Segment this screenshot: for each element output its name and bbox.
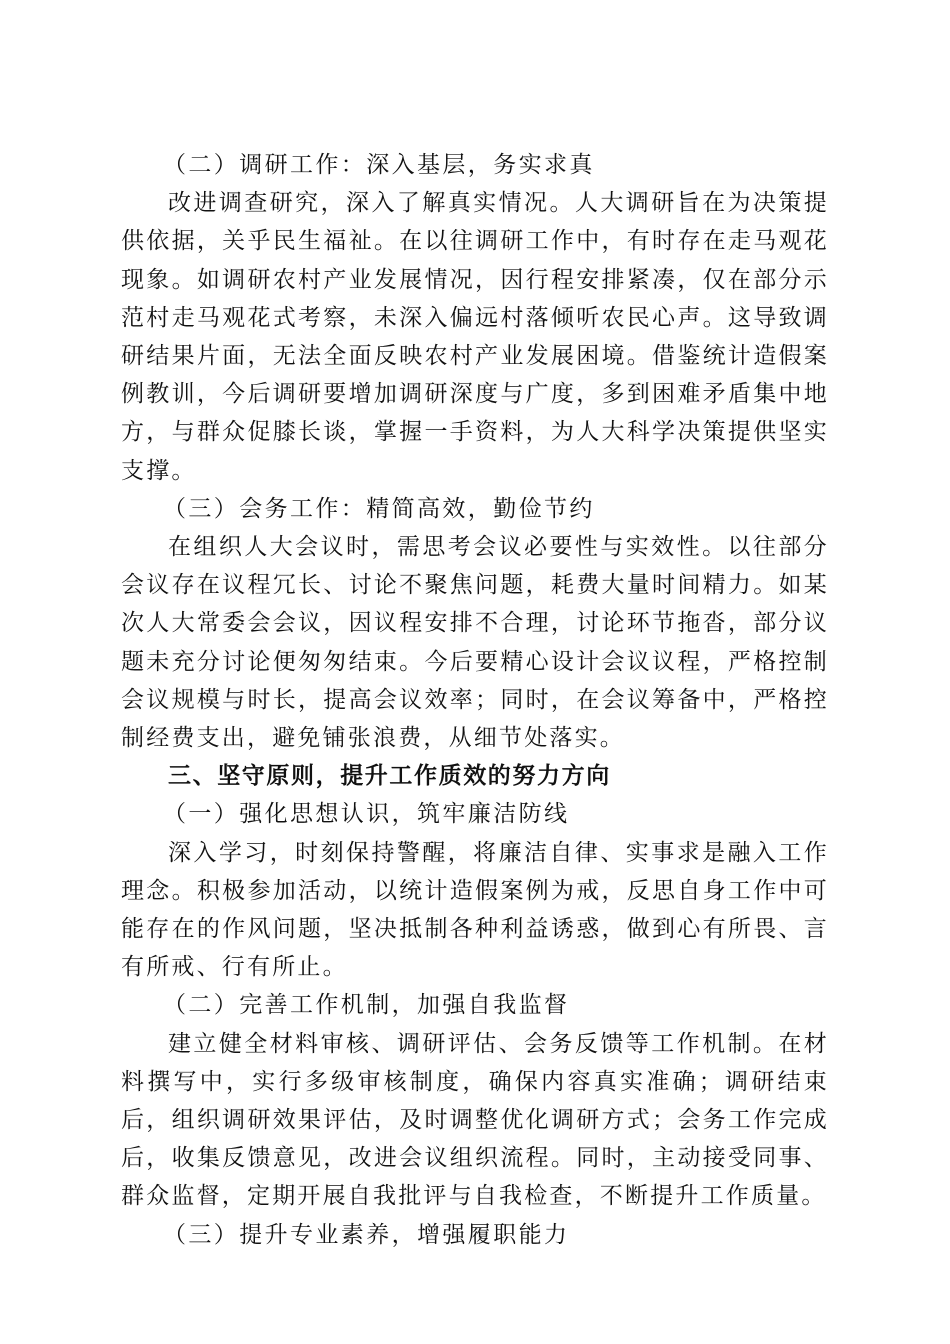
- paragraph-research: 改进调查研究，深入了解真实情况。人大调研旨在为决策提供依据，关乎民生福祉。在以往调研工作中，有时存在走马观花现象。如调研农村产业发展情况，因行程安排紧凑，仅在部分示范村走马观花式考察，未深入偏远村落倾听农民心声。这导致调研结果片面，无法全面反映农村产业发展困境。借鉴统计造假案例教训，今后调研要增加调研深度与广度，多到困难矛盾集中地方，与群众促膝长谈，掌握一手资料，为人大科学决策提供坚实支撑。: [121, 190, 829, 484]
- paragraph-meetings: 在组织人大会议时，需思考会议必要性与实效性。以往部分会议存在议程冗长、讨论不聚焦问题，耗费大量时间精力。如某次人大常委会会议，因议程安排不合理，讨论环节拖沓，部分议题未充分讨论便匆匆结束。今后要精心设计会议议程，严格控制会议规模与时长，提高会议效率；同时，在会议筹备中，严格控制经费支出，避免铺张浪费，从细节处落实。: [121, 534, 829, 752]
- paragraph-mechanism: 建立健全材料审核、调研评估、会务反馈等工作机制。在材料撰写中，实行多级审核制度，确保内容真实准确；调研结束后，组织调研效果评估，及时调整优化调研方式；会务工作完成后，收集反馈意见，改进会议组织流程。同时，主动接受同事、群众监督，定期开展自我批评与自我检查，不断提升工作质量。: [121, 1030, 829, 1210]
- paragraph-ideology: 深入学习，时刻保持警醒，将廉洁自律、实事求是融入工作理念。积极参加活动，以统计造假案例为戒，反思自身工作中可能存在的作风问题，坚决抵制各种利益诱惑，做到心有所畏、言有所戒、行有所止。: [121, 839, 829, 981]
- subsection-heading-ideology: （一）强化思想认识，筑牢廉洁防线: [163, 801, 570, 828]
- section-heading-research: （二）调研工作：深入基层，务实求真: [163, 152, 595, 178]
- subsection-heading-competence: （三）提升专业素养，增强履职能力: [163, 1221, 570, 1248]
- document-body: [121, 146, 829, 1254]
- subsection-heading-mechanism: （二）完善工作机制，加强自我监督: [163, 992, 570, 1019]
- part-title-three: 三、坚守原则，提升工作质效的努力方向: [168, 763, 611, 790]
- section-heading-meetings: （三）会务工作：精简高效，勤俭节约: [163, 495, 595, 522]
